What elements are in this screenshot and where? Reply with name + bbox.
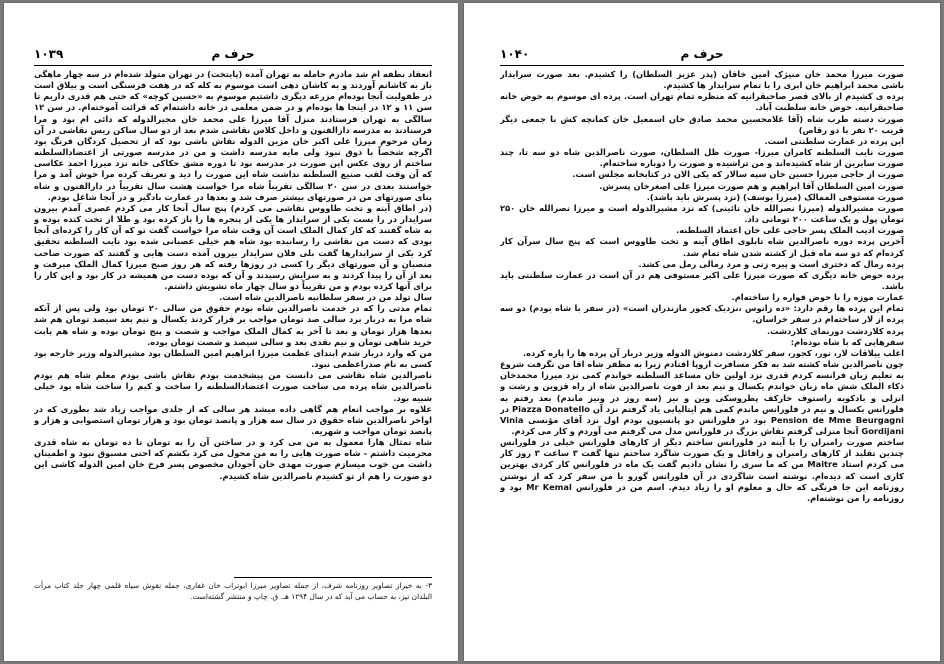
right-paragraph: پرده کلاردشت دورنمای کلاردشت. bbox=[766, 325, 904, 336]
left-page-body bbox=[34, 69, 432, 574]
right-header-rule bbox=[500, 65, 904, 66]
left-paragraph: شاه تمثال هارا معمول به من می کرد و در ساختن آن را به تومان تا ده تومان به شاه قدری محرمیت داشتم - شاه صورت هایی را به من محول می کرد بکشم که احتی مسبوق نبود و اطمینان داشت من خوب میسازم صورت مهدی خان آجودان مخصوص پسر فرخ خان امین الدوله کاشی این دو صورت را هم از تو کشیدم ناصرالدین شاه کشیدم. bbox=[34, 437, 432, 481]
right-paragraph: اغلب ییلاقات لار، نور، کجور، سفر کلاردشت دمنوش الدوله وزیر دربار آن پرده ها را پاره کرده. bbox=[522, 347, 904, 358]
right-running-title: حرف م bbox=[680, 47, 724, 61]
left-paragraph: سال تولد من در سفر سلطانیه ناصرالدین شاه است. bbox=[219, 292, 432, 303]
right-paragraph: صورت ادیب الملک پسر حاجی علی خان اعتماد السلطنه. bbox=[676, 225, 904, 236]
left-page-header bbox=[34, 47, 432, 63]
left-page bbox=[4, 3, 458, 661]
left-paragraph: (در اطاق آینه و تخت طاووس نقاشی می کردم) پنج سال آنجا کار می کردم عصری آمدم بیرون سرایدار در را بست یکی از سرایدار ها یکی از پنجره ها را باز کرده بود و طلا از تخت کنده بوده و به شاه گفتند که کار کمال الملک است آن وقت شاه مرا خواست گفت تو که آن کار را کرده‌ای آنجا بودی که دست من نقاشی را رسانیده بود شاه هم خیلی عصبانی شده بود نایب السلطنه تحقیق کرد یکی از سرایدارها گفت بلی فلان سرایدار بیرون آمده دست هایی و گفتند که صورت صاحب منصبان و آن صورتهای دیگر را کسی در روزها رفته که هر روز صبح میرزا کمال الملک میرفت و بعد از آن را پیدا کردند و به سزایش رسیدند و آن که بوده دست من همیشه در کار بود و این کار را برای آنها کرده بودم و من تقریباً دو سال چهار ماه تشویش داشتم. bbox=[34, 202, 432, 291]
right-page bbox=[464, 3, 940, 661]
right-paragraph: صورت نایب السلطنه کامران میرزا- صورت ظل السلطان، صورت ناصرالدین شاه دو سه تا، چند صورت سایرین از شاه کشیده‌اند و من تراشیده و صورت را دوباره ساخته‌ام. bbox=[500, 147, 904, 169]
footnote-rule bbox=[234, 577, 432, 578]
right-paragraph: این پرده در عمارت سلطنتی است. bbox=[764, 135, 904, 146]
left-paragraph: تمام مدتی را که در خدمت ناصرالدین شاه بودم حقوق من سالی ۲۰ تومان بود ولی پس از آنکه شاه مرا به دربار برد سالی صد تومان مواجب بر قرار کردند یکسال و نیم بعد سیصد تومان هم شد بعدها هزار تومان و بعد تا آخر به کمال الملک مواجب و شصت و پنج تومان بوده و شاه هم بابت خرید شاهی تومان و نیم نقدی بعد و سالی سیصد و شصت تومان بوده. bbox=[34, 303, 432, 347]
right-page-number: ۱۰۴۰ bbox=[500, 47, 530, 61]
left-page-number: ۱۰۳۹ bbox=[34, 47, 64, 61]
right-paragraph: صورت دسته طرب شاه (آقا غلامحسین محمد صادق خان اسمعیل خان کمانچه کش با جمعی دیگر قریب ۲۰ نفر با دو رقاص) bbox=[500, 113, 904, 135]
right-paragraph: تمام این پرده ها رقم دارد: «ده زانوس ،نزدیک کجور مازندران است» (در سفر با شاه بودم) دو سه پرده از لار ساخته‌ام در سفر خراسان. bbox=[500, 303, 904, 325]
right-paragraph: ساختم صورت رامبران را با آینه در فلورانس ساختم دیگر از کارهای فلورانس خیلی در فلورانس چندین تقلید از کارهای رامبران و رافائل و یک صورت شاگرد ساختم تنها گفت ۳ ساعت ۳ روز کار می کردم استاد Maitre من که ما سری را نشان دادیم گفت یک ماه در فلورانس کار کردی بهترین کاری است که دیده‌ام. نوشته است شاگردی در آن فلورانس گورو با من سفر کرد که از نوشتن روزنامه این جا فرنگی که حال و معلوم او را زیاد دیدم. اسم من در فلورانس Mr Kemal بود و روزنامه را من نوشته‌ام. bbox=[500, 437, 904, 503]
right-paragraph: صورت مشیرالدوله (میرزا نصرالله خان نائینی) که نزد مشیرالدوله است و میرزا نصرالله خان ۲۵۰ تومان پول و یک ساعت ۲۰۰ تومانی داد. bbox=[500, 202, 904, 225]
left-paragraph: انعقاد نطفه ام شد مادرم حامله به تهران آمده (پایتخت) در تهران متولد شده‌ام در سه چهار ماهگی باز به کاشانم آوردند و به کاشان دهی است موسوم به کله که در هفت فرسنگی است و ییلاق است در طفولیت آنجا بوده‌ام مزرعه دیگری داشتیم موسوم به «حسین کوچه» که حتی هم قدری داریم تا سن ۱۱ و ۱۲ در اینجا ها بوده‌ام و در ضمن معلمی در خانه داشته‌ام که قرائت آموخته‌ام. در سن ۱۲ سالگی به تهران فرستادند منزل آقا میرزا علی محمد خان مجیرالدوله که دائی ام بود و مرا فرستادند به مدرسه دارالفنون و داخل کلاس نقاشی شدم بعد از دو سال ساکن ریس نقاشی در آن زمان مرحوم میرزا علی اکبر خان مزین الدوله نقاش باشی بود که از تحصیل کردگان فرنگ بود اگرچه شخصاً با ذوق نبود ولی مایه مدرسه داشت و من در مدرسه صورتی از اعتضادالسلطنه ساختم از روی عکس این صورت در مدرسه بود تا دوره مشق حکاکی خانه نزد میرزا احمد عکاسی که آن وقت لقب صنیع السلطنه نداشت شاه این صورت را دید و تعریف کرده مرا خوش آمد و مرا خواستند بعدی در سن ۲۰ سالگی تقریباً شاه مرا خواست هشت سال تقریباً در دارالفنون و شاه بنای صورتهای من در صورتهای بیشتر صرف شد و بعدها در عمارت بادگیر و در آنجا شاغل بودم. bbox=[34, 69, 432, 202]
left-paragraph: علاوه بر مواجب انعام هم گاهی داده میشد هر سالی که از جلدی مواجب زیاد شد بطوری که در اواخر ناصرالدین شاه حقوق در سال سه هزار و پانصد تومان بود و هزار تومان استصوابی و هزار و پانصد تومان مواجب و شهریه. bbox=[34, 403, 432, 436]
right-paragraph: پرده رمال که دختری است و پیره زنی و مرد رمالی رمل می کشد. bbox=[638, 258, 904, 269]
right-paragraph: سفرهایی که با شاه بوده‌ام: bbox=[790, 336, 904, 347]
left-paragraph: ناصرالدین شاه نقاشی می دانست من پیشخدمت بودم نقاش باشی بودم معلم شاه هم بودم ناصرالدین شاه پرده می ساخت صورت اعتضادالسلطنه را ساخت و کیم را ساخت شاه بود خیلی شبیه بود. bbox=[34, 370, 432, 403]
right-paragraph: صورت میرزا محمد خان منیژک امین خاقان (پدر عزیز السلطان) را کشیدم. بعد صورت سرایدار باشی محمد ابراهیم خان ابری را با تمام سرایدار ها کشیدم. bbox=[500, 69, 904, 91]
right-paragraph: صورت امین السلطان آقا ابراهیم و هم صورت میرزا علی اصغرخان پسرش. bbox=[599, 180, 904, 191]
right-paragraph: عمارت موزه را با حوض فواره را ساخته‌ام. bbox=[731, 292, 904, 303]
left-header-rule bbox=[34, 65, 432, 66]
right-paragraph: صورت مستوفی الممالک (میرزا یوسف) (نزد پسرش باید باشد). bbox=[646, 191, 904, 202]
right-paragraph: پرده ی کشیدم از بالای قصر صاحبقرانیه که منظره تمام تهران است. پرده ای موسوم به حوض خانه صاحبقرانیه. حوض خانه سلطنت آباد. bbox=[500, 91, 904, 113]
left-running-title: حرف م bbox=[211, 47, 255, 61]
left-footnote: ۳- به خیراز تصاویر روزنامه شرف، از جمله تصاویر میرزا ابوتراب خان غفاری، جمله نقوش سیاه قلمی چهار جلد کتاب مرأت البلدان نیز، به حساب می آید که در سال ۱۲۹۴ هـ. ق. چاپ و منتشر گشته‌است. bbox=[34, 581, 432, 601]
right-paragraph: پرده حوض خانه دیگری که صورت میرزا علی اکبر مستوفی هم در آن است در عمارت سلطنتی باید باشد. bbox=[500, 269, 904, 291]
right-paragraph: صورت از حاجی میرزا حسین خان سپه سالار که یکی الان در کتابخانه مجلس است. bbox=[572, 169, 904, 180]
right-page-body bbox=[500, 69, 904, 639]
left-paragraph: من که وارد دربار شدم ابتدای عظمت میرزا ابراهیم امین السلطان بود مشیرالدوله وزیر خارجه بود کسی به نام صدراعظمی نبود. bbox=[34, 347, 432, 370]
right-paragraph: چون ناصرالدین شاه کشته شد به فکر مسافرت اروپا افتادم زیرا به مظفر شاه اقا من نگرفت شروع به تعلیم زبان فرانسه کردم قدری نزد اولین خان مساعد السلطنه خواندم کمی نزد میرزا محمدخان ذکاء الملک شش ماه زبان خواندم یکسال و نیم بعد از فوت ناصرالدین شاه از راه قزوین و رشت و انزلی و بادکوبه راستوف خارکف پطروسکی وین و نیز (سه روز در ونیز ماندم) بعد رفتم به فلورانس یکسال و نیم در فلورانس ماندم کمی هم ایتالیایی یاد گرفتم نزد آن Piazza Donatello در Pension de Mme Beurgagni بود در فلورانس دو پانسیون بودم اول نزد آقای مؤنسی Vinia Gordijani آنجا منزلی گرفتم نقاش بزرگ در فلورانس مدل می گرفتم می آوردم و کار می کردم. bbox=[500, 359, 904, 436]
right-page-header bbox=[500, 47, 904, 63]
right-paragraph: آخرین پرده دوره ناصرالدین شاه تابلوی اطاق آینه و تخت طاووس است که پنج سال سرآن کار کرده‌ام که دو سه ماه قبل از کشته شدن شاه تمام شد. bbox=[500, 236, 904, 258]
